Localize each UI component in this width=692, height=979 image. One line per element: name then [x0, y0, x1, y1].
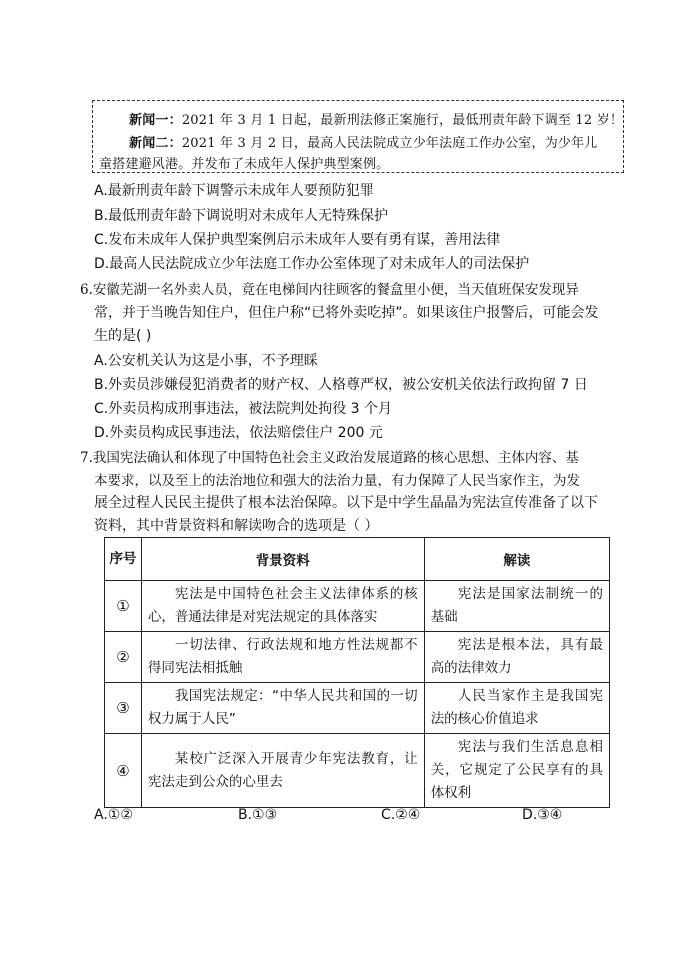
row-interpretation: [424, 734, 609, 808]
row-background: [141, 683, 424, 734]
background-interpretation-table: [104, 537, 610, 808]
header-background: 背景资料: [141, 538, 424, 581]
row-interpretation-text: 人民当家作主是我国宪法的核心价值追求: [430, 688, 603, 727]
row-interpretation-text: 宪法是国家法制统一的基础: [430, 586, 603, 625]
header-seq: [105, 538, 142, 581]
row-seq: ②: [105, 632, 142, 683]
news-line-2: [129, 132, 598, 151]
q6-option-b: B.外卖员涉嫌侵犯消费者的财产权、人格尊严权，被公安机关依法行政拘留 7 日: [94, 377, 588, 393]
row-background: [141, 734, 424, 808]
q7-stem-line-1: 7.我国宪法确认和体现了中国特色社会主义政治发展道路的核心思想、主体内容、基: [80, 450, 579, 466]
q7-stem-line-4: 资料，其中背景资料和解读吻合的选项是（ ）: [94, 518, 379, 534]
row-background: [141, 581, 424, 632]
news-line-1: [129, 109, 623, 128]
news-1-label: 新闻一：: [129, 113, 182, 128]
header-interpretation: 解读: [424, 538, 609, 581]
row-background-text: 某校广泛深入开展青少年宪法教育，让宪法走到公众的心里去: [147, 750, 418, 790]
news-line-3: 童搭建避风港。并发布了未成年人保护典型案例。: [99, 157, 390, 172]
row-background: [141, 632, 424, 683]
q7-answer-c: C.②④: [381, 807, 421, 823]
row-interpretation: [424, 683, 609, 734]
q6-stem-line-1: 6.安徽芜湖一名外卖人员，竟在电梯间内往顾客的餐盒里小便，当天值班保安发现异: [80, 282, 579, 298]
row-seq: ③: [105, 683, 142, 734]
row-interpretation: [424, 632, 609, 683]
row-background-text: 一切法律、行政法规和地方性法规都不得同宪法相抵触: [147, 637, 418, 676]
q5-option-d: D.最高人民法院成立少年法庭工作办公室体现了对未成年人的司法保护: [94, 256, 530, 272]
table-row: [105, 581, 610, 632]
q6-option-d: D.外卖员构成民事违法，依法赔偿住户 200 元: [94, 425, 383, 441]
q5-option-a: A.最新刑责年龄下调警示未成年人要预防犯罪: [94, 183, 374, 199]
header-seq-label: 序号: [109, 551, 137, 567]
q6-option-a: A.公安机关认为这是小事，不予理睬: [94, 353, 318, 369]
q6-option-c: C.外卖员构成刑事违法，被法院判处拘役 3 个月: [94, 401, 393, 417]
news-2-label: 新闻二：: [129, 136, 182, 151]
row-interpretation: [424, 581, 609, 632]
q7-answer-b: B.①③: [238, 807, 278, 823]
news-box: [92, 100, 624, 173]
row-interpretation-text: 宪法与我们生活息息相关，它规定了公民享有的具体权利: [430, 739, 603, 801]
table-row: [105, 734, 610, 808]
q7-stem-line-2: 本要求，以及至上的法治地位和强大的法治力量，有力保障了人民当家作主，为发: [94, 473, 580, 489]
table-header-row: [105, 538, 610, 581]
row-background-text: 宪法是中国特色社会主义法律体系的核心，普通法律是对宪法规定的具体落实: [147, 586, 418, 625]
row-seq: ①: [105, 581, 142, 632]
row-background-text: 我国宪法规定：“中华人民共和国的一切权力属于人民”: [147, 688, 418, 727]
q5-option-b: B.最低刑责年龄下调说明对未成年人无特殊保护: [94, 208, 389, 224]
q7-answer-a: A.①②: [94, 807, 133, 823]
table-row: [105, 683, 610, 734]
q6-stem-line-2: 常，并于当晚告知住户，但住户称“已将外卖吃掉”。如果该住户报警后，可能会发: [94, 305, 599, 321]
q6-stem-line-3: 生的是( ): [94, 328, 152, 344]
table-row: [105, 632, 610, 683]
row-seq: ④: [105, 734, 142, 808]
q7-stem-line-3: 展全过程人民民主提供了根本法治保障。以下是中学生晶晶为宪法宣传准备了以下: [94, 495, 598, 511]
news-1-text: 2021 年 3 月 1 日起，最新刑法修正案施行，最低刑责年龄下调至 12 岁！: [181, 113, 624, 128]
q7-answer-d: D.③④: [522, 807, 563, 823]
news-2-text: 2021 年 3 月 2 日，最高人民法院成立少年法庭工作办公室，为少年儿: [181, 136, 598, 151]
q5-option-c: C.发布未成年人保护典型案例启示未成年人要有勇有谋，善用法律: [94, 232, 501, 248]
row-interpretation-text: 宪法是根本法，具有最高的法律效力: [430, 637, 603, 676]
